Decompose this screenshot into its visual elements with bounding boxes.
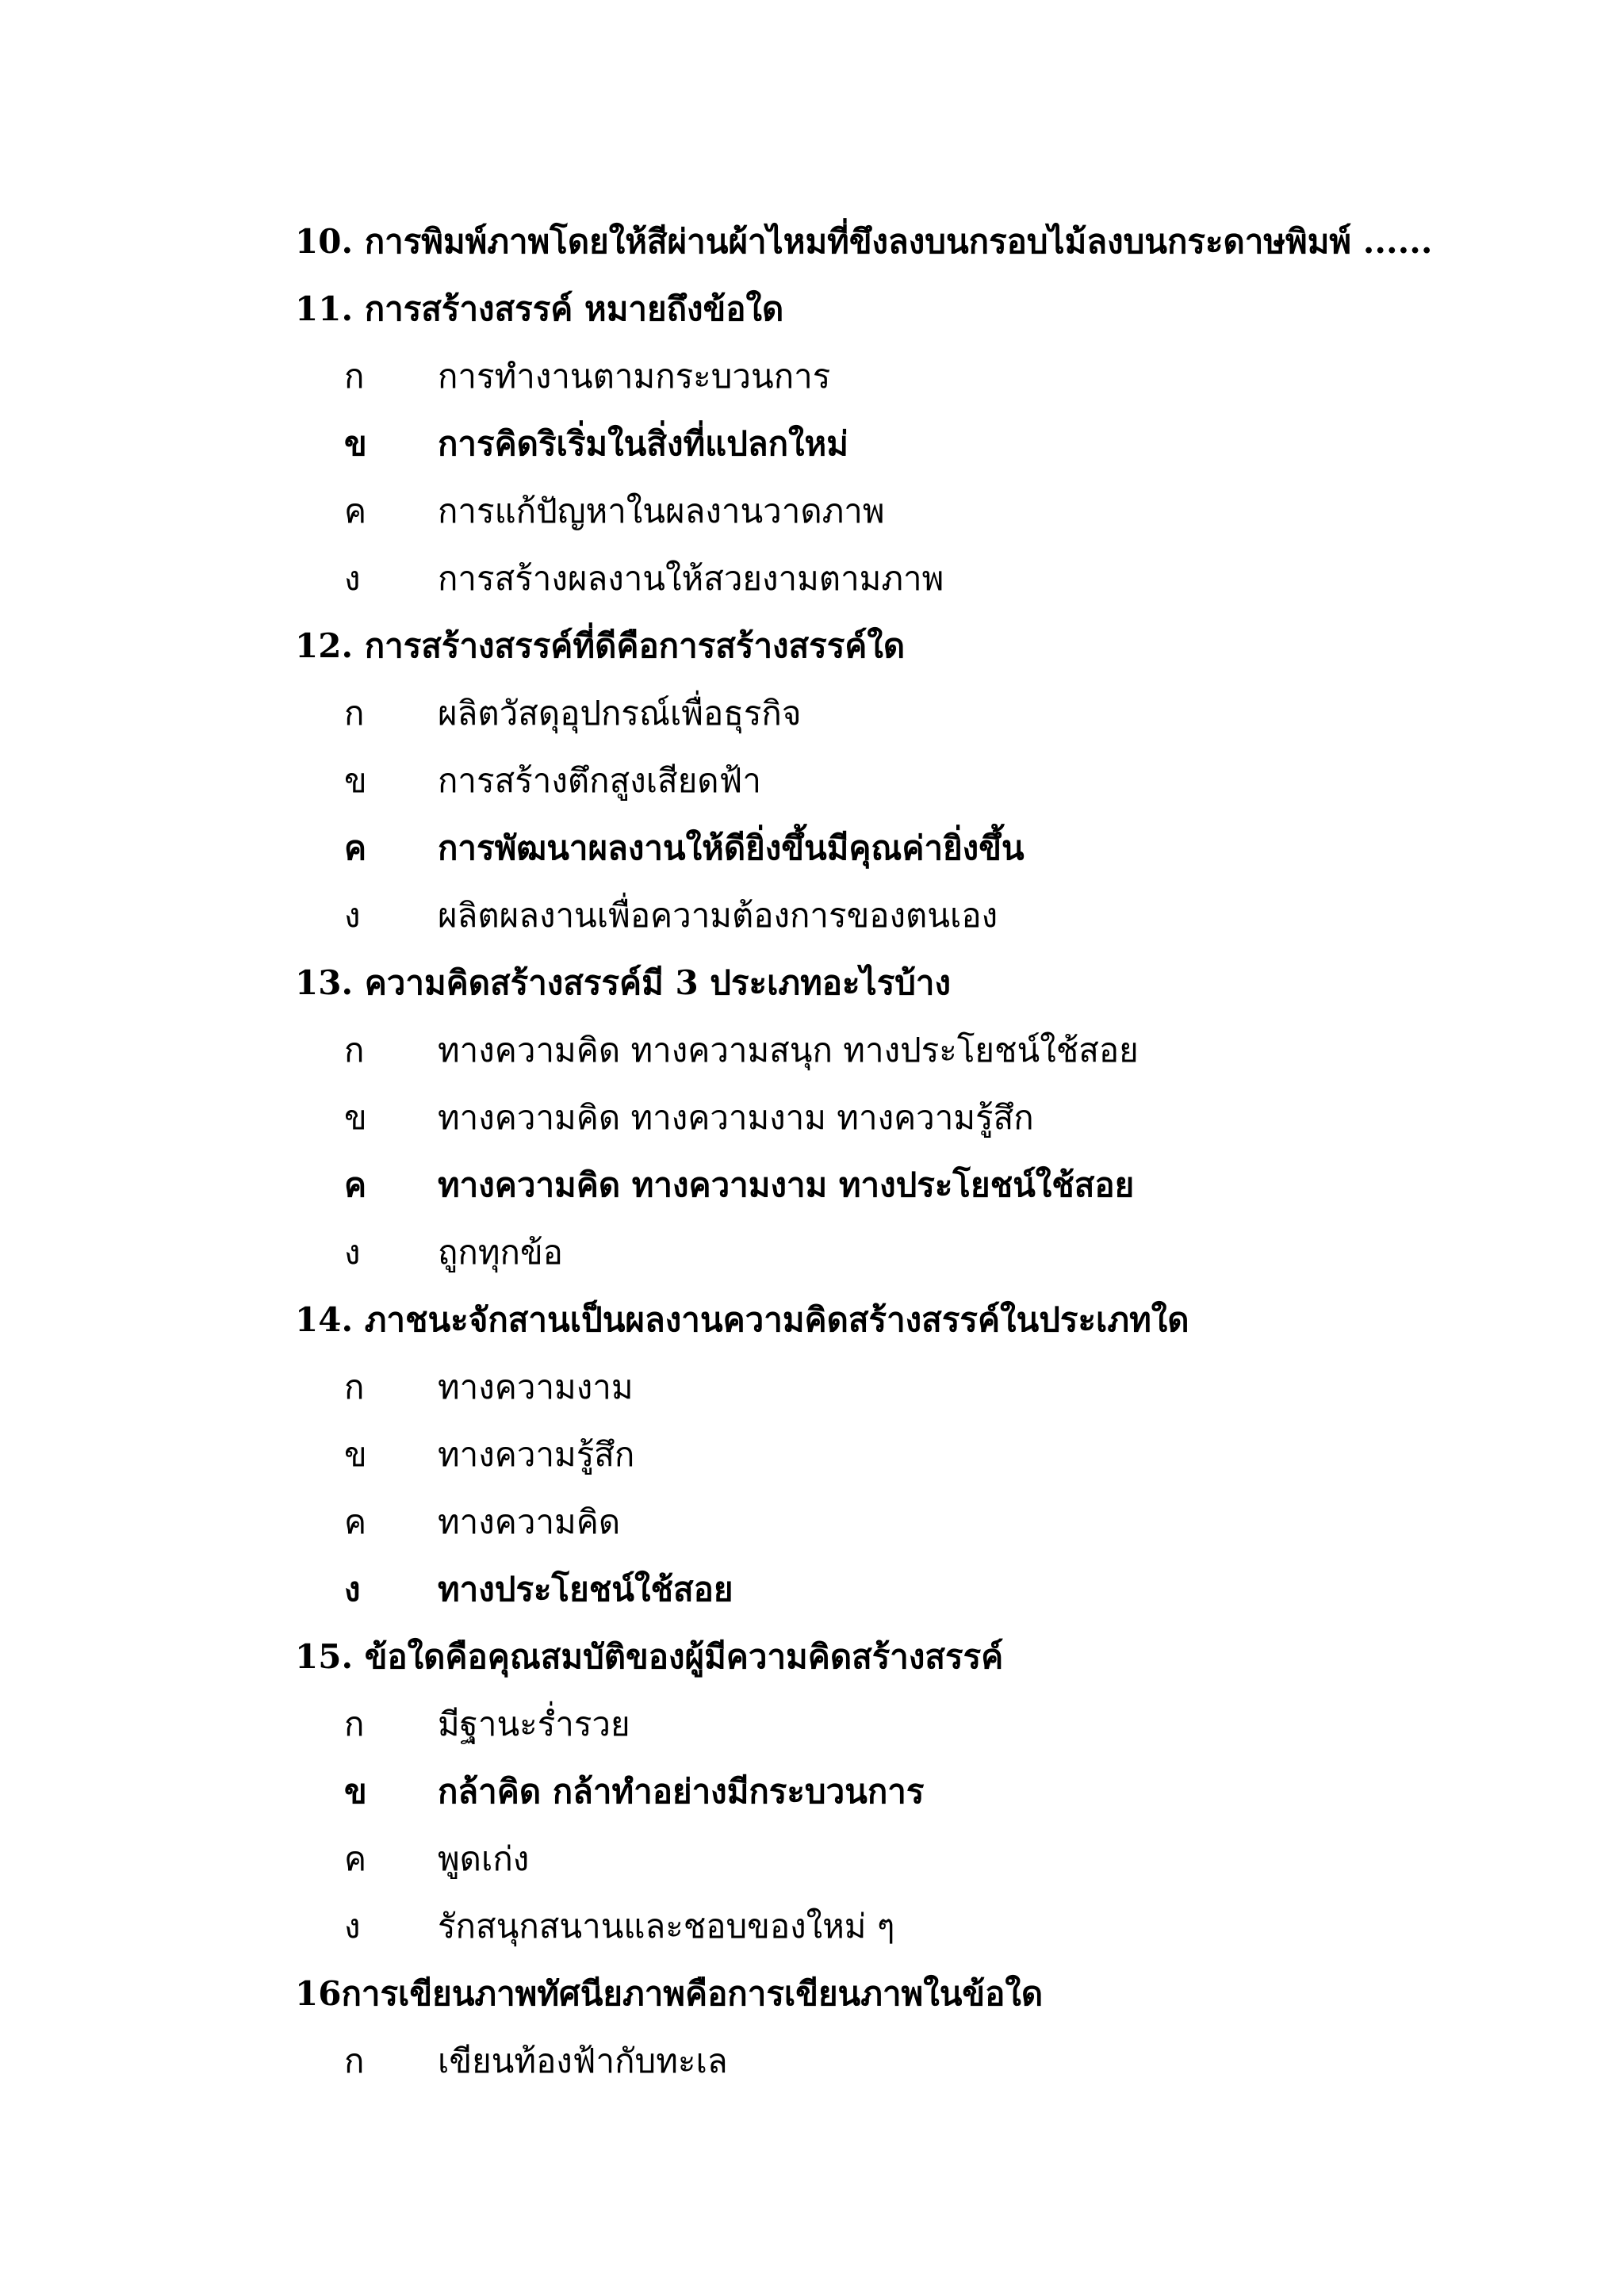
choice-text: รักสนุกสนานและชอบของใหม่ ๆ [438,1907,895,1946]
choice-14-c [295,1488,1445,1556]
choice-text: ทางความคิด [438,1502,621,1541]
choice-text: ทางความคิด ทางความงาม ทางความรู้สึก [438,1098,1034,1137]
choice-letter: ก [344,357,365,396]
choice-text: การพัฒนาผลงานให้ดียิ่งขึ้นมีคุณค่ายิ่งขึ้น [438,828,1025,867]
choice-15-d [295,1892,1445,1960]
choice-text: ถูกทุกข้อ [438,1233,563,1272]
choice-text: พูดเก่ง [438,1839,530,1878]
choice-letter: ค [344,492,367,530]
choice-13-b [295,1084,1445,1151]
choice-text: ผลิตผลงานเพื่อความต้องการของตนเอง [438,896,998,935]
choice-12-c [295,814,1445,882]
choice-11-c [295,477,1445,545]
choice-text: การสร้างตึกสูงเสียดฟ้า [438,761,761,800]
choice-14-b [295,1421,1445,1488]
choice-13-c [295,1151,1445,1219]
choice-letter: ข [344,1772,367,1811]
choice-text: ทางความรู้สึก [438,1435,635,1474]
choice-letter: ง [344,1907,361,1946]
question-16: 16การเขียนภาพทัศนียภาพคือการเขียนภาพในข้อใด [295,1974,1044,2013]
question-15: 15. ข้อใดคือคุณสมบัติของผู้มีความคิดสร้างสรรค์ [295,1637,1004,1676]
choice-11-d [295,545,1445,612]
choice-11-b [295,410,1445,477]
choice-text: ทางความคิด ทางความสนุก ทางประโยชน์ใช้สอย [438,1031,1139,1070]
choice-16-a [295,2027,1445,2095]
choice-letter: ข [344,424,367,463]
choice-text: มีฐานะร่ำรวย [438,1705,630,1743]
choice-letter: ค [344,1839,367,1878]
choice-13-d [295,1219,1445,1286]
question-list [295,208,1445,2095]
question-12: 12. การสร้างสรรค์ที่ดีคือการสร้างสรรค์ใด [295,626,906,665]
choice-12-a [295,679,1445,747]
choice-letter: ข [344,1098,367,1137]
choice-text: ผลิตวัสดุอุปกรณ์เพื่อธุรกิจ [438,694,802,733]
question-10: 10. การพิมพ์ภาพโดยให้สีผ่านผ้าไหมที่ขึงลงบนกรอบไม้ลงบนกระดาษพิมพ์ ...... [295,222,1433,261]
question-13: 13. ความคิดสร้างสรรค์มี 3 ประเภทอะไรบ้าง [295,963,952,1002]
choice-letter: ค [344,1502,367,1541]
choice-letter: ข [344,761,367,800]
choice-letter: ก [344,2042,365,2080]
choice-letter: ข [344,1435,367,1474]
question-11: 11. การสร้างสรรค์ หมายถึงข้อใด [295,289,784,328]
choice-text: กล้าคิด กล้าทำอย่างมีกระบวนการ [438,1772,925,1811]
choice-letter: ก [344,1031,365,1070]
choice-text: การแก้ปัญหาในผลงานวาดภาพ [438,492,885,530]
choice-letter: ก [344,1368,365,1406]
choice-letter: ค [344,1165,367,1204]
choice-12-d [295,882,1445,949]
choice-15-b [295,1758,1445,1825]
choice-text: การทำงานตามกระบวนการ [438,357,831,396]
choice-12-b [295,747,1445,814]
choice-letter: ง [344,559,361,598]
choice-letter: ค [344,828,367,867]
choice-13-a [295,1016,1445,1084]
choice-11-a [295,342,1445,410]
choice-letter: ง [344,1233,361,1272]
choice-letter: ง [344,1570,361,1609]
choice-14-a [295,1353,1445,1421]
choice-text: ทางความคิด ทางความงาม ทางประโยชน์ใช้สอย [438,1165,1135,1204]
question-14: 14. ภาชนะจักสานเป็นผลงานความคิดสร้างสรรค์ในประเภทใด [295,1300,1189,1339]
choice-15-a [295,1690,1445,1758]
choice-letter: ก [344,1705,365,1743]
choice-text: ทางประโยชน์ใช้สอย [438,1570,733,1609]
choice-14-d [295,1556,1445,1623]
choice-15-c [295,1825,1445,1892]
choice-letter: ก [344,694,365,733]
choice-text: ทางความงาม [438,1368,634,1406]
choice-text: การคิดริเริ่มในสิ่งที่แปลกใหม่ [438,424,848,463]
choice-letter: ง [344,896,361,935]
choice-text: การสร้างผลงานให้สวยงามตามภาพ [438,559,944,598]
choice-text: เขียนท้องฟ้ากับทะเล [438,2042,728,2080]
